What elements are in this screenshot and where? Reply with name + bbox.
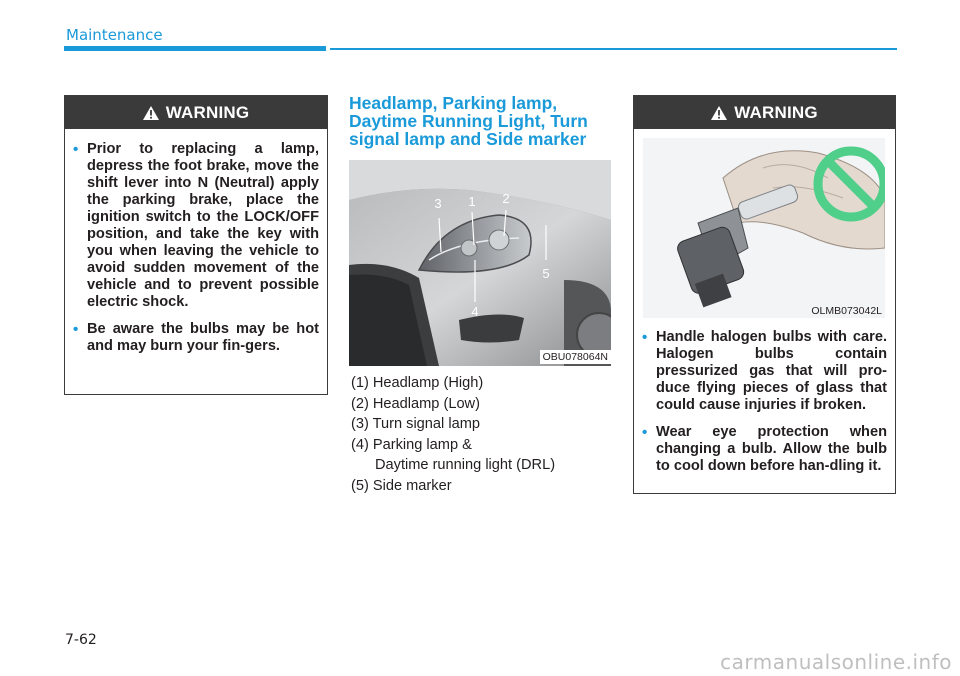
part-label: (1) Headlamp (High)	[351, 375, 484, 391]
warning-title: WARNING	[165, 102, 250, 122]
warning-triangle-icon	[143, 106, 159, 120]
list-item	[71, 141, 319, 311]
list-item	[351, 373, 555, 394]
warning-list	[65, 129, 327, 355]
list-item	[351, 414, 555, 435]
warning-header	[634, 96, 895, 129]
headlamp-illustration	[349, 160, 611, 366]
parts-list	[351, 373, 555, 496]
warning-header	[65, 96, 327, 129]
list-item	[351, 435, 555, 476]
warning-triangle-icon	[711, 106, 727, 120]
list-item-text: Wear eye protection when changing a bulb. Allow the bulb to cool down before han-dling it.	[656, 424, 887, 474]
list-item-text: Handle halogen bulbs with care. Halogen bulbs contain pressurized gas that will pro-duce flying pieces of glass that could cause injuries if broken.	[656, 329, 887, 413]
list-item	[71, 321, 319, 355]
list-item	[640, 424, 887, 475]
list-item	[640, 329, 887, 414]
image-code-label: OLMB073042L	[808, 304, 885, 318]
bulb-handling-photo	[643, 138, 885, 318]
callout-3: 3	[434, 196, 442, 211]
bullet-icon: •	[73, 321, 79, 338]
bullet-icon: •	[73, 141, 79, 158]
list-item	[351, 394, 555, 415]
part-label: (2) Headlamp (Low)	[351, 395, 480, 412]
part-label-continued: Daytime running light (DRL)	[375, 457, 556, 473]
image-code-label: OBU078064N	[540, 350, 611, 364]
warning-list	[634, 319, 895, 475]
headlamp-photo	[349, 160, 611, 366]
section-title: Maintenance	[66, 26, 163, 44]
header-rule-thin	[330, 48, 897, 50]
part-label: (5) Side marker	[351, 477, 452, 494]
bulb-illustration	[643, 138, 885, 318]
header-rule-thick	[64, 46, 326, 51]
part-label: (4) Parking lamp &	[351, 436, 472, 453]
bullet-icon: •	[642, 424, 648, 441]
page-number: 7-62	[65, 632, 97, 648]
callout-5: 5	[542, 266, 550, 281]
list-item-text: Be aware the bulbs may be hot and may burn your fin-gers.	[87, 321, 319, 354]
list-item	[351, 476, 555, 497]
section-heading: Headlamp, Parking lamp, Daytime Running Light, Turn signal lamp and Side marker	[349, 93, 588, 149]
warning-title: WARNING	[734, 102, 818, 122]
callout-1: 1	[468, 194, 476, 209]
callout-2: 2	[502, 191, 510, 206]
bullet-icon: •	[642, 329, 648, 346]
left-warning-box	[64, 95, 328, 395]
list-item-text: Prior to replacing a lamp, depress the foot brake, move the shift lever into N (Neutral) apply the parking brake, place the ignition switch to the LOCK/OFF position, and take the key with you when leaving the vehicle to avoid sudden movement of the vehicle and to prevent possible electric shock.	[87, 141, 319, 310]
part-label: (3) Turn signal lamp	[351, 416, 480, 432]
watermark: carmanualsonline.info	[720, 650, 952, 674]
callout-4: 4	[471, 304, 479, 319]
